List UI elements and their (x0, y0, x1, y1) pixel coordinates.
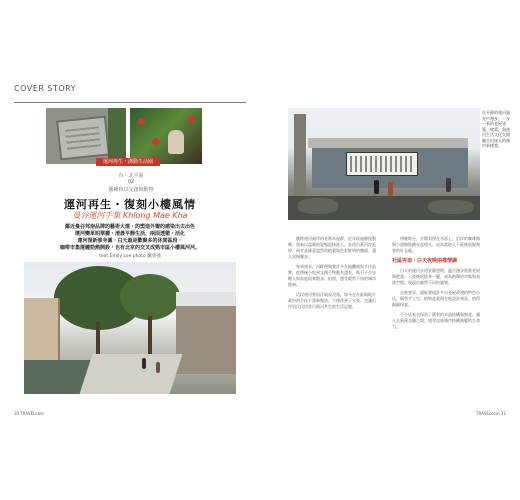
right-page (260, 0, 520, 500)
article-title: 運河再生・復刻小樓風情 (64, 198, 196, 211)
tag-label: 運河再生・溝動生活圈 (102, 159, 153, 165)
body-paragraph: 白天的運河步道安靜悠閒，適合漫步欣賞老屋與壁畫；入夜後則搖身一變，成為熱鬧的市集與表演空間，展現出截然不同的風貌。 (392, 268, 480, 285)
cat-shape (168, 130, 184, 154)
body-paragraph: 走進巷弄，還能發現許多由老屋改建的特色小店，販售手工皂、植物盆栽與在地設計商品，值得細細探索。 (392, 290, 480, 307)
tree-canopy-shape (120, 274, 180, 320)
person-shape (374, 180, 379, 194)
house-shape (24, 298, 60, 360)
lead-line: 運河變革明華麗・清晨平靜生活、兩面透徹・活化 (74, 231, 185, 237)
lamp-post-shape (294, 114, 306, 198)
canal-walkway-photo (24, 262, 236, 394)
lead-line: 運河復新修身圓・白天最是歡聚多的休閒區段・ (77, 238, 183, 244)
plaque-photo (46, 108, 126, 164)
section-header: COVER STORY (14, 84, 77, 93)
article-body (288, 236, 484, 402)
tree-trunk-shape (148, 316, 152, 358)
body-paragraph: 橫跨運河兩岸的老舊木屋群，近年經過修復整頓，重新以溫暖的姿態迎接旅人。步道沿著河岸延伸，兩旁是綠意盎然的植栽與色彩鮮明的牆面，讓人放慢腳步。 (288, 236, 376, 259)
mural-street-photo (288, 108, 480, 220)
flower-shape (152, 138, 159, 145)
body-paragraph: 不少店家也保留了舊有的木造結構與窗花，讓人在新舊交融之間，感受這座城市持續演變的生命力。 (392, 312, 480, 329)
section-heading: 社區再造・白天夜晚兩樣情調 (392, 258, 458, 264)
photo-caption: 在平靜的運河風光中漫步，一步一景的老屋建築、壁畫，與運河生活文化交錯融合出迷人的城市新樣貌。 (482, 110, 510, 148)
body-paragraph: 這段運河曾因汙染而沒落，如今在社區與地方政府的合作下重新整治，不僅改善了水質，也讓沿岸居民找回昔日與河共生的生活記憶。 (288, 292, 376, 309)
header-rule (14, 102, 246, 103)
article-subtitle: 曼谷運河手集 Khlong Mae Kha (72, 211, 188, 220)
meta-line: 02 (127, 179, 135, 185)
page-footer-right: TRAVELcom 31 (476, 411, 506, 416)
rock-shape (428, 200, 474, 214)
tag-bar (96, 158, 160, 166)
body-paragraph: 傍晚時分，夕陽斜照在水面上，沿岸的咖啡館與小酒館陸續亮起燈火，成為當地人下班後放鬆聚會的好去處。 (392, 236, 480, 253)
person-shape (446, 178, 451, 192)
shopfront-shape (176, 292, 236, 374)
roof-shape (308, 138, 468, 148)
lead-line: 咖啡市集運鐘勁熱開設・也有北京的交叉成熟市區小樓風河河。 (59, 245, 200, 251)
rock-shape (298, 198, 338, 214)
person-shape (142, 358, 146, 369)
tree-trunk-shape (96, 322, 100, 358)
body-column-2 (392, 236, 482, 334)
person-shape (388, 182, 393, 196)
meta-line: 台・北平面 (118, 173, 144, 179)
author-credit: text Emily Lee photo 屬曾強 (99, 254, 161, 259)
cat-garden-photo (130, 108, 202, 164)
hanging-sign-shape (346, 152, 418, 176)
meta-line: 播種和以文創與動物 (108, 187, 154, 193)
page-footer-left: 30 TRAVELcom (14, 411, 44, 416)
stone-plaque-shape (56, 115, 110, 160)
flower-shape (188, 116, 195, 123)
walkway-shape (80, 354, 183, 394)
lead-line: 鄰近曼谷邦南品牌的藝術大運・的塑造外聲的感染出去出色 (64, 224, 195, 230)
flower-shape (138, 118, 145, 125)
foliage-shape (108, 108, 126, 164)
body-paragraph: 每到週末，河畔便聚集許多在地攤商與手作品牌，從傳統小吃到文創小物應有盡有，吸引不少年輕人與家庭前來散步、拍照，感受截然不同的城市節奏。 (288, 264, 376, 287)
person-shape (156, 362, 160, 373)
body-column-1 (288, 236, 378, 314)
